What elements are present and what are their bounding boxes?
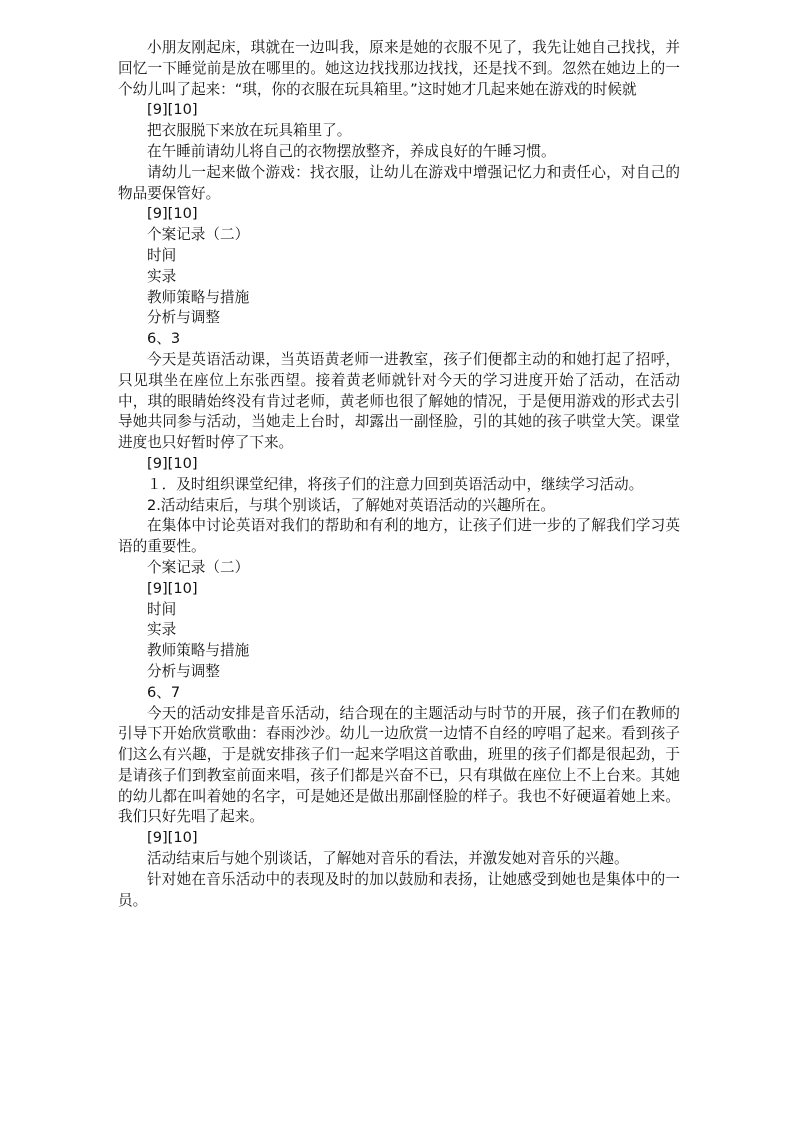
paragraph: 6、3 bbox=[147, 330, 181, 348]
paragraph: 个案记录（二） bbox=[147, 558, 250, 576]
paragraph: [9][10] bbox=[147, 101, 198, 119]
paragraph: 小朋友刚起床，琪就在一边叫我，原来是她的衣服不见了，我先让她自己找找，并回忆一下睡觉前是放在哪里的。她这边找找那边找找，还是找不到。忽然在她边上的一个幼儿叫了起来：“琪，你的衣服在玩具箱里。”这时她才几起来她在游戏的时候就 bbox=[118, 39, 680, 98]
paragraph: [9][10] bbox=[147, 205, 198, 223]
paragraph: 实录 bbox=[147, 267, 177, 285]
paragraph: 针对她在音乐活动中的表现及时的加以鼓励和表扬，让她感受到她也是集体中的一员。 bbox=[118, 870, 680, 909]
paragraph: 今天是英语活动课，当英语黄老师一进教室，孩子们便都主动的和她打起了招呼，只见琪坐在座位上东张西望。接着黄老师就针对今天的学习进度开始了活动，在活动中，琪的眼睛始终没有肯过老师，黄老师也很了解她的情况，于是便用游戏的形式去引导她共同参与活动，当她走上台时，却露出一副怪脸，引的其她的孩子哄堂大笑。课堂进度也只好暂时停了下来。 bbox=[118, 350, 680, 452]
paragraph: 在集体中讨论英语对我们的帮助和有利的地方，让孩子们进一步的了解我们学习英语的重要性。 bbox=[118, 517, 680, 556]
paragraph: 时间 bbox=[147, 600, 177, 618]
paragraph: １．及时组织课堂纪律，将孩子们的注意力回到英语活动中，继续学习活动。 bbox=[147, 475, 644, 493]
paragraph: 时间 bbox=[147, 246, 177, 264]
paragraph: 2.活动结束后，与琪个别谈话，了解她对英语活动的兴趣所在。 bbox=[147, 496, 555, 514]
paragraph: 请幼儿一起来做个游戏：找衣服，让幼儿在游戏中增强记忆力和责任心，对自己的物品要保管好。 bbox=[118, 163, 680, 202]
paragraph: 6、7 bbox=[147, 683, 181, 701]
paragraph: 把衣服脱下来放在玩具箱里了。 bbox=[147, 122, 352, 140]
paragraph: [9][10] bbox=[147, 829, 198, 847]
paragraph: [9][10] bbox=[147, 579, 198, 597]
paragraph: 今天的活动安排是音乐活动，结合现在的主题活动与时节的开展，孩子们在教师的引导下开始欣赏歌曲：春雨沙沙。幼儿一边欣赏一边情不自经的哼唱了起来。看到孩子们这么有兴趣，于是就安排孩子们一起来学唱这首歌曲，班里的孩子们都是很起劲，于是请孩子们到教室前面来唱，孩子们都是兴奋不已，只有琪做在座位上不上台来。其她的幼儿都在叫着她的名字，可是她还是做出那副怪脸的样子。我也不好硬逼着她上来。我们只好先唱了起来。 bbox=[118, 704, 680, 826]
paragraph: 教师策略与措施 bbox=[147, 288, 250, 306]
paragraph: 分析与调整 bbox=[147, 662, 220, 680]
paragraph: 活动结束后与她个别谈话，了解她对音乐的看法，并激发她对音乐的兴趣。 bbox=[147, 850, 629, 868]
paragraph: 在午睡前请幼儿将自己的衣物摆放整齐，养成良好的午睡习惯。 bbox=[147, 142, 556, 160]
paragraph: 实录 bbox=[147, 621, 177, 639]
paragraph: [9][10] bbox=[147, 454, 198, 472]
document-body bbox=[118, 38, 680, 911]
paragraph: 教师策略与措施 bbox=[147, 642, 250, 660]
paragraph: 个案记录（二） bbox=[147, 226, 250, 244]
paragraph: 分析与调整 bbox=[147, 309, 220, 327]
